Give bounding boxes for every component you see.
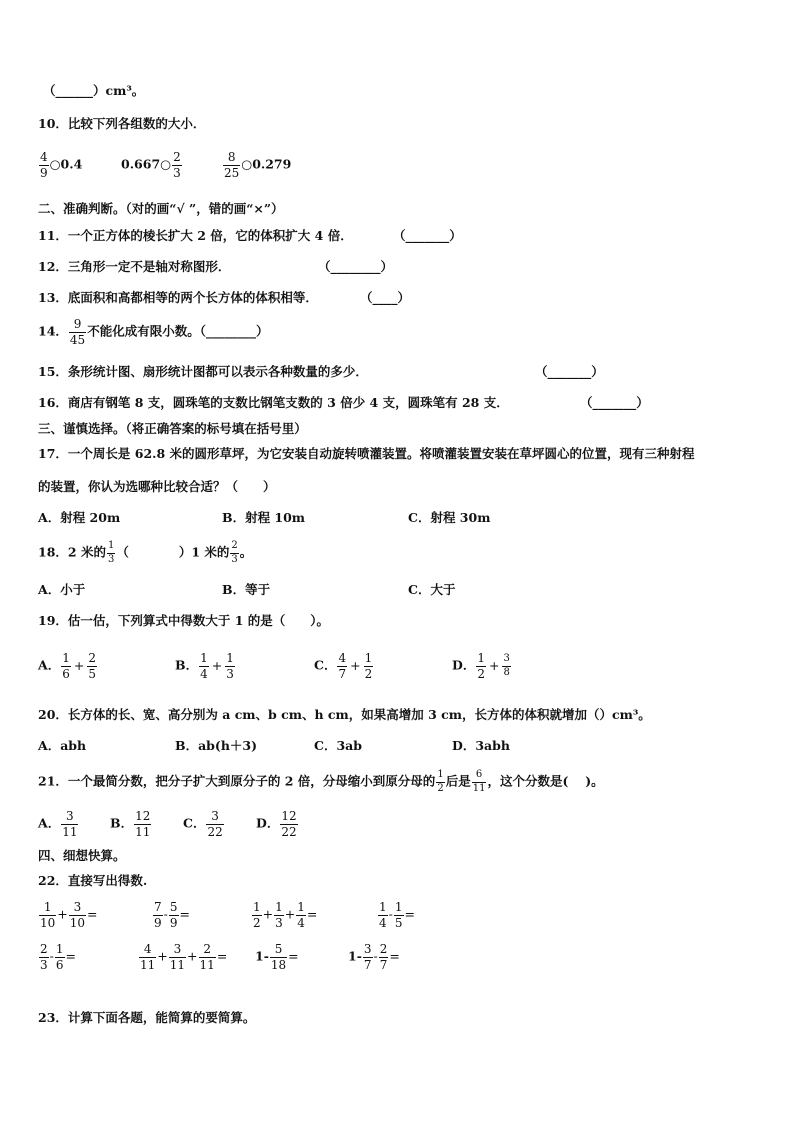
fraction: $\frac{2}{3}$	[173, 150, 181, 180]
q20-option-d[interactable]: D．3abh	[452, 738, 510, 753]
q17-option-c[interactable]: C．射程 30m	[408, 510, 491, 525]
fraction: $\frac{8}{25}$	[224, 150, 240, 180]
q21-option-b[interactable]: B． $\frac{12}{11}$	[110, 809, 151, 839]
q16-answer-blank[interactable]: （_______）	[580, 395, 649, 410]
section-3-heading: 三、谨慎选择。（将正确答案的标号填在括号里）	[38, 421, 307, 436]
q17-option-b[interactable]: B．射程 10m	[222, 510, 306, 525]
question-23: 23．计算下面各题，能简算的要简算。	[38, 1010, 256, 1025]
q21-option-c[interactable]: C． $\frac{3}{22}$	[183, 809, 223, 839]
section-4-heading: 四、细想快算。	[38, 848, 126, 863]
question-18: 18．2 米的 $\frac{1}{3}$ （ ）1 米的 $\frac{2}{3}$ 。	[38, 540, 253, 565]
question-22-title: 22．直接写出得数.	[38, 873, 148, 888]
q19-option-a[interactable]: A． $\frac{1}{6}$ + $\frac{2}{5}$	[38, 651, 96, 681]
q19-option-b[interactable]: B． $\frac{1}{4}$ + $\frac{1}{3}$	[175, 651, 234, 681]
q10-compare-c: $\frac{8}{25}$ ○0.279	[224, 150, 292, 180]
question-13: 13．底面积和高都相等的两个长方体的体积相等．	[38, 290, 318, 305]
q22-expr-6: $\frac{4}{11}$ + $\frac{3}{11}$ + $\frac{2}{11}$ =	[140, 942, 228, 972]
question-12: 12．三角形一定不是轴对称图形．	[38, 259, 231, 274]
question-17-line1: 17．一个周长是 62.8 米的圆形草坪，为它安装自动旋转喷灌装置。将喷灌装置安装在草坪圆心的位置，现有三种射程	[38, 446, 695, 461]
q17-option-a[interactable]: A．射程 20m	[38, 510, 121, 525]
question-15: 15．条形统计图、扇形统计图都可以表示各种数量的多少．	[38, 364, 368, 379]
question-14: 14． $\frac{9}{45}$ 不能化成有限小数。（________）	[38, 317, 269, 347]
prev-answer-line: （______）cm³。	[43, 83, 145, 98]
question-16: 16．商店有钢笔 8 支，圆珠笔的支数比钢笔支数的 3 倍少 4 支，圆珠笔有 28 支．	[38, 395, 509, 410]
q18-option-b[interactable]: B．等于	[222, 582, 271, 597]
q18-option-a[interactable]: A．小于	[38, 582, 86, 597]
fraction: $\frac{4}{9}$	[40, 150, 48, 180]
q22-expr-4: $\frac{1}{4}$ - $\frac{1}{5}$ =	[379, 900, 415, 930]
q22-expr-1: $\frac{1}{10}$ + $\frac{3}{10}$ =	[40, 900, 98, 930]
question-11: 11．一个正方体的棱长扩大 2 倍，它的体积扩大 4 倍．	[38, 228, 353, 243]
q12-answer-blank[interactable]: （________）	[318, 259, 394, 274]
q18-option-c[interactable]: C．大于	[408, 582, 456, 597]
question-20: 20．长方体的长、宽、高分别为 a cm、b cm、h cm，如果高增加 3 cm，长方体的体积就增加（）cm³。	[38, 707, 651, 722]
section-2-heading: 二、准确判断。（对的画“√ ”，错的画“×”）	[38, 201, 284, 216]
q20-option-a[interactable]: A．abh	[38, 738, 87, 753]
question-21: 21．一个最简分数，把分子扩大到原分子的 2 倍，分母缩小到原分母的 $\frac{1}{2}$ 后是 $\frac{6}{11}$ ，这个分数是( )。	[38, 769, 604, 794]
question-19: 19．估一估，下列算式中得数大于 1 的是（ ）。	[38, 613, 330, 628]
question-10-title: 10．比较下列各组数的大小．	[38, 116, 206, 131]
q19-option-d[interactable]: D． $\frac{1}{2}$ + $\frac{3}{8}$	[452, 651, 510, 681]
q10-compare-a: $\frac{4}{9}$ ○0.4	[40, 150, 83, 180]
q22-expr-2: $\frac{7}{9}$ - $\frac{5}{9}$ =	[154, 900, 190, 930]
question-17-line2: 的装置，你认为选哪种比较合适？（ ）	[38, 479, 276, 494]
fraction: $\frac{2}{3}$	[231, 540, 238, 565]
fraction: $\frac{9}{45}$	[69, 317, 86, 347]
q22-expr-5: $\frac{2}{3}$ - $\frac{1}{6}$ =	[40, 942, 76, 972]
q21-option-d[interactable]: D． $\frac{12}{22}$	[256, 809, 297, 839]
q21-option-a[interactable]: A． $\frac{3}{11}$	[38, 809, 78, 839]
q10-compare-b: 0.667○ $\frac{2}{3}$	[121, 150, 181, 180]
q20-option-c[interactable]: C．3ab	[314, 738, 362, 753]
q20-option-b[interactable]: B．ab(h＋3)	[175, 738, 258, 753]
q13-answer-blank[interactable]: （____）	[360, 290, 411, 305]
fraction: $\frac{1}{3}$	[107, 540, 115, 565]
q22-expr-8: 1- $\frac{3}{7}$ - $\frac{2}{7}$ =	[348, 942, 400, 972]
q15-answer-blank[interactable]: （_______）	[535, 364, 604, 379]
q22-expr-7: 1- $\frac{5}{18}$ =	[255, 942, 299, 972]
q11-answer-blank[interactable]: （_______）	[393, 228, 462, 243]
q19-option-c[interactable]: C． $\frac{4}{7}$ + $\frac{1}{2}$	[314, 651, 373, 681]
q22-expr-3: $\frac{1}{2}$ + $\frac{1}{3}$ + $\frac{1}{4}$ =	[253, 900, 318, 930]
